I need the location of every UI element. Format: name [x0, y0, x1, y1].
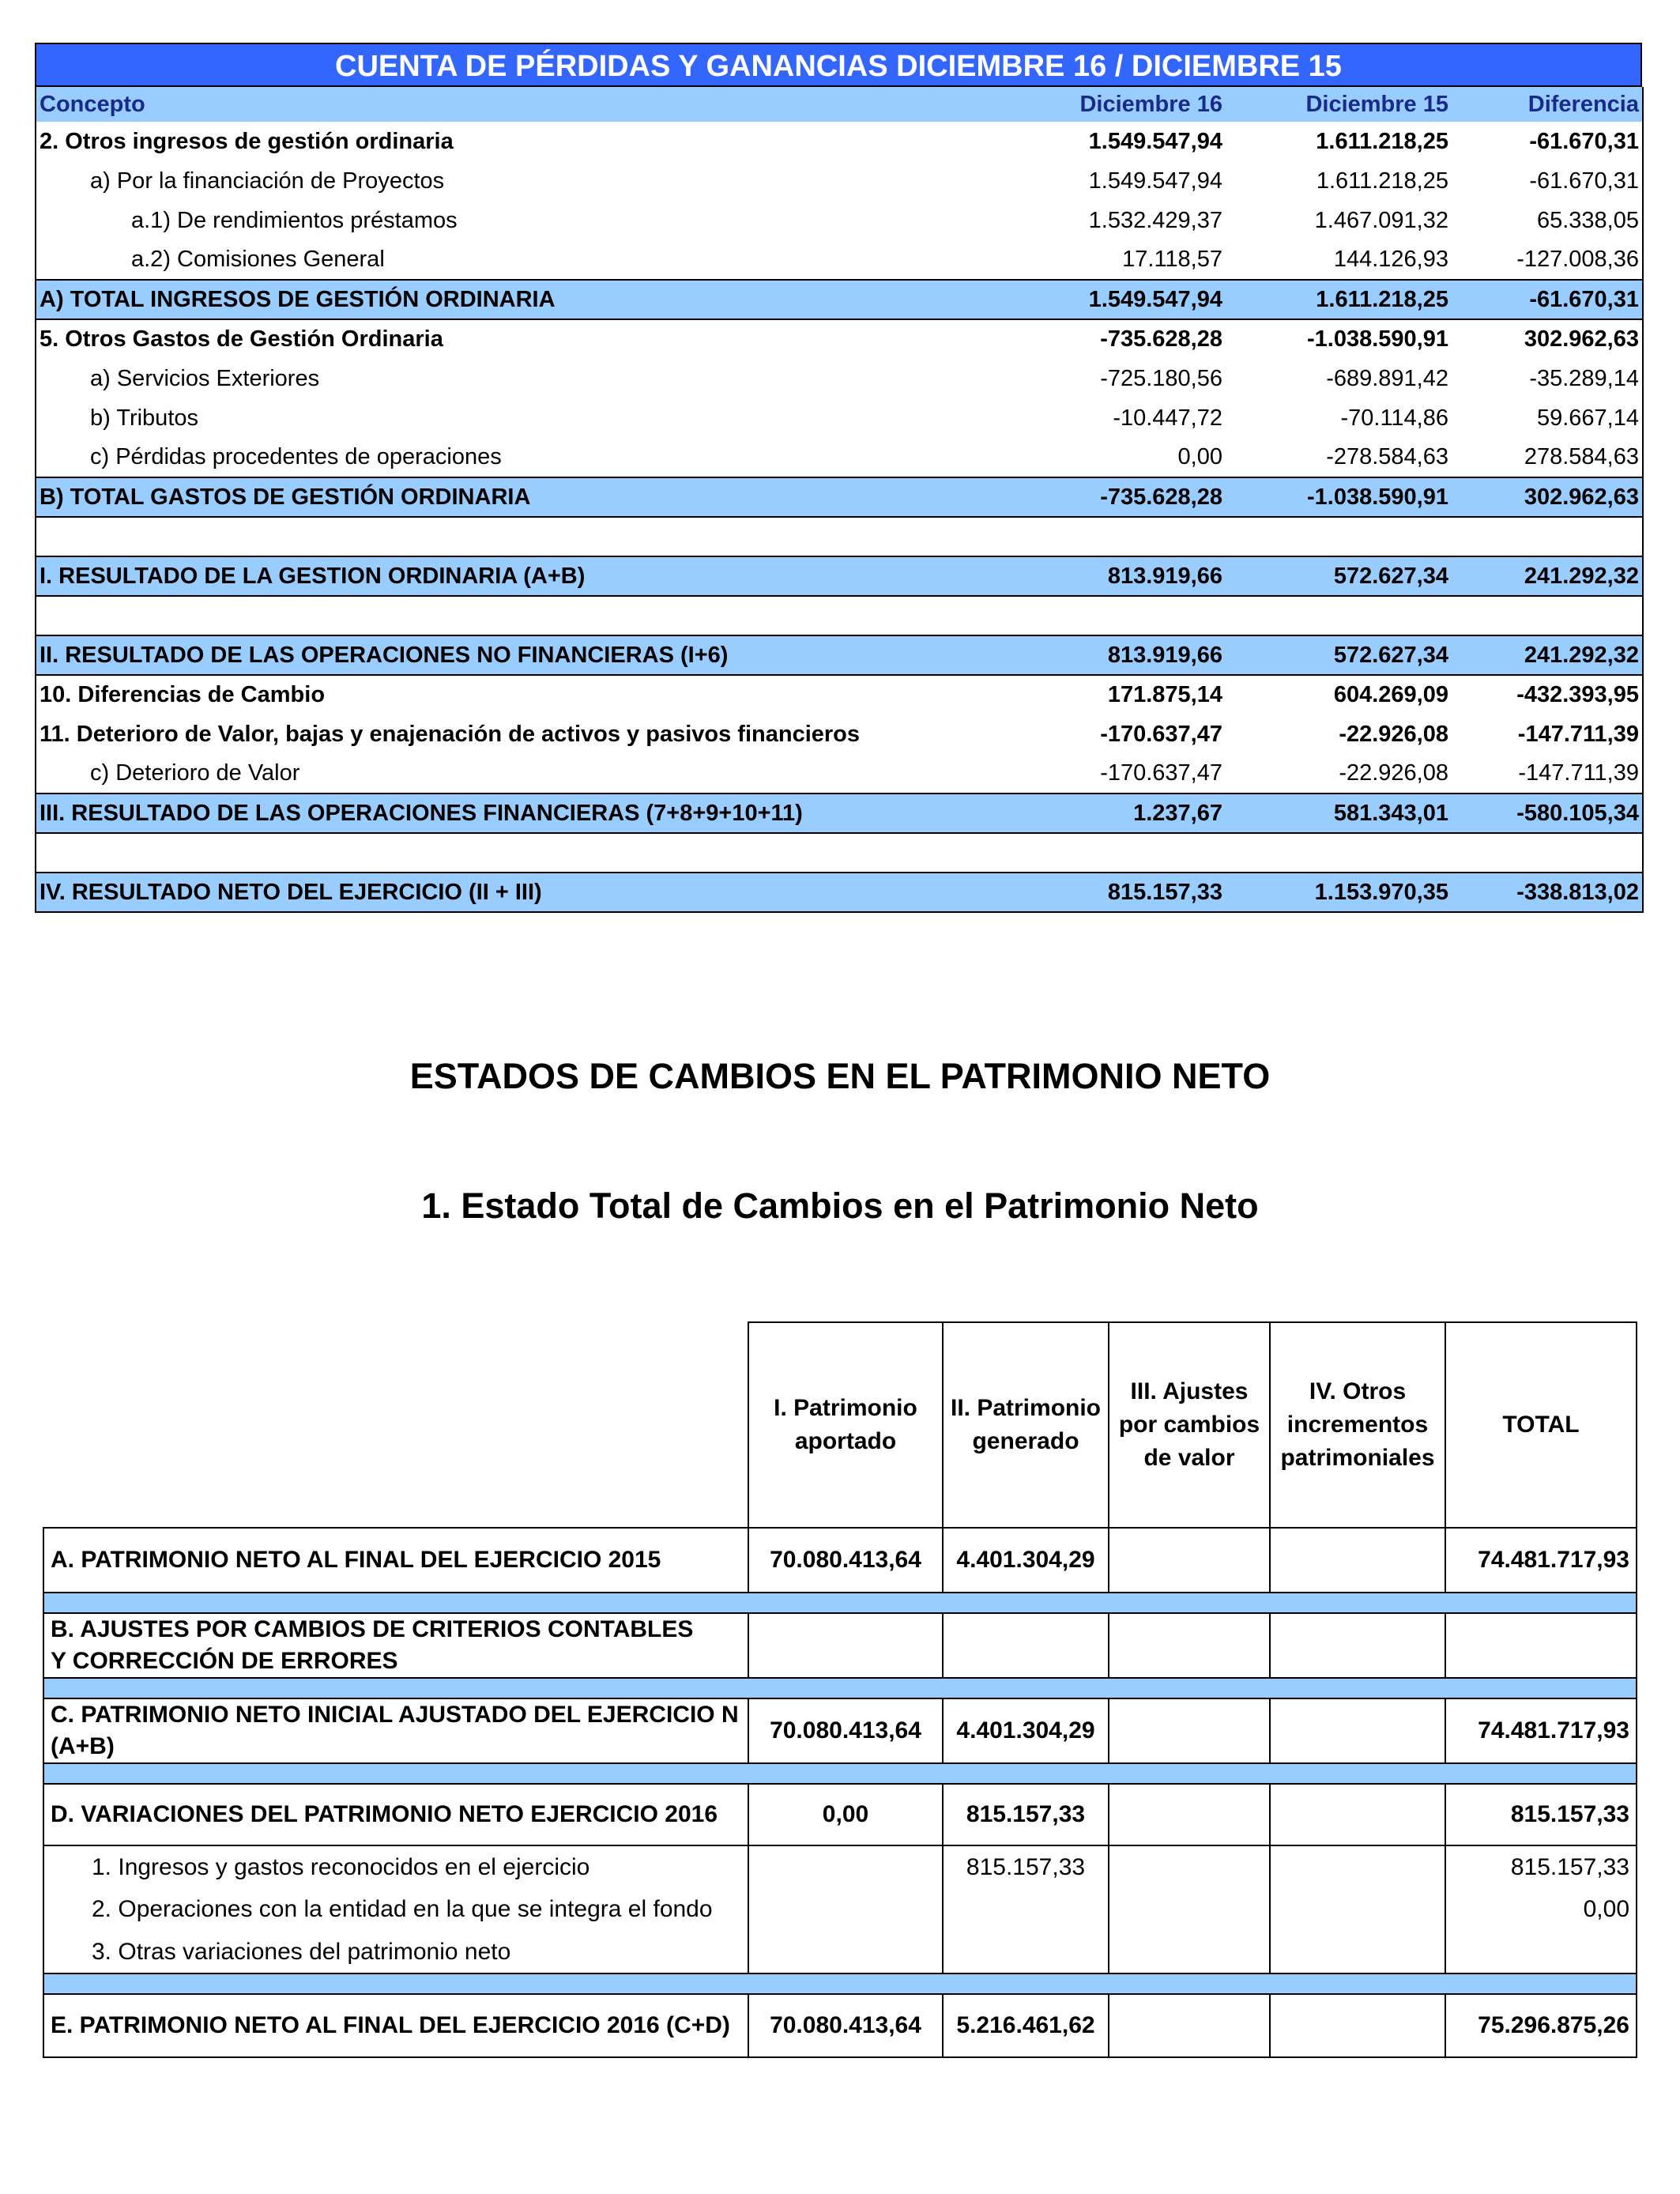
pyg-row	[36, 754, 1643, 794]
pyg-row-d15: -70.114,86	[1340, 405, 1448, 431]
pyg-header-dif: Diferencia	[1452, 87, 1643, 122]
pyg-row-label: 11. Deterioro de Valor, bajas y enajenación de activos y pasivos financieros	[36, 714, 1022, 754]
pyg-row-dif: -147.711,39	[1452, 714, 1643, 754]
pyg-row-d16: 171.875,14	[1107, 682, 1222, 707]
pyg-row-label: II. RESULTADO DE LAS OPERACIONES NO FINANCIERAS (I+6)	[36, 635, 1022, 675]
ecpn-header-otros-incrementos: IV. Otros incrementos patrimoniales	[1270, 1322, 1445, 1528]
pyg-total-row	[36, 635, 1643, 675]
pyg-row-d16: 813.919,66	[1022, 635, 1226, 675]
ecpn-row-label: 3. Otras variaciones del patrimonio neto	[43, 1931, 748, 1973]
pyg-row-d15: -1.038.590,91	[1307, 326, 1448, 352]
pyg-row-dif: -61.670,31	[1452, 122, 1643, 161]
pyg-header-d15: Diciembre 15	[1226, 87, 1452, 122]
pyg-row	[36, 675, 1643, 714]
pyg-total-row	[36, 556, 1643, 596]
ecpn-table	[43, 1321, 1637, 2058]
pyg-row-label: a) Servicios Exteriores	[36, 359, 1022, 398]
ecpn-header-row	[43, 1322, 1637, 1528]
pyg-row-d16: 815.157,33	[1022, 873, 1226, 912]
ecpn-header-patrimonio-generado: II. Patrimonio generado	[943, 1322, 1109, 1528]
pyg-row-label: a.1) De rendimientos préstamos	[36, 201, 1022, 240]
ecpn-row-e	[43, 1994, 1637, 2057]
pyg-row-d16: 0,00	[1177, 444, 1222, 469]
pyg-row-d16: 17.118,57	[1122, 247, 1222, 272]
ecpn-row-c	[43, 1698, 1637, 1763]
pyg-row-dif: 241.292,32	[1452, 556, 1643, 596]
pyg-row-dif: -580.105,34	[1452, 794, 1643, 833]
pyg-row-d15: 1.467.091,32	[1314, 207, 1448, 233]
pyg-row-dif: -147.711,39	[1452, 754, 1643, 794]
ecpn-row-b	[43, 1613, 1637, 1678]
pyg-row	[36, 359, 1643, 398]
pyg-row-label: c) Pérdidas procedentes de operaciones	[36, 438, 1022, 477]
pyg-row-d16: -170.637,47	[1100, 721, 1222, 747]
pyg-row	[36, 319, 1643, 359]
pyg-header-d16: Diciembre 16	[1022, 87, 1226, 122]
pyg-row-d16: 1.549.547,94	[1022, 280, 1226, 319]
pyg-row-d16: -725.180,56	[1100, 365, 1222, 391]
pyg-row	[36, 122, 1643, 161]
ecpn-cell-c2: 5.216.461,62	[943, 1994, 1109, 2057]
pyg-row-d15: 581.343,01	[1226, 794, 1452, 833]
ecpn-cell-total: 74.481.717,93	[1445, 1528, 1637, 1593]
pyg-row-dif: -127.008,36	[1452, 240, 1643, 280]
pyg-row-d15: -1.038.590,91	[1226, 477, 1452, 517]
pyg-row-label: A) TOTAL INGRESOS DE GESTIÓN ORDINARIA	[36, 280, 1022, 319]
pyg-row-label: B) TOTAL GASTOS DE GESTIÓN ORDINARIA	[36, 477, 1022, 517]
ecpn-row-label: A. PATRIMONIO NETO AL FINAL DEL EJERCICIO 2015	[43, 1528, 748, 1593]
ecpn-cell-total: 0,00	[1445, 1888, 1637, 1931]
ecpn-separator	[43, 1678, 1637, 1698]
pyg-row-d15: 1.153.970,35	[1226, 873, 1452, 912]
pyg-table	[35, 87, 1644, 913]
pyg-row-label: I. RESULTADO DE LA GESTION ORDINARIA (A+B)	[36, 556, 1022, 596]
pyg-row-label: 10. Diferencias de Cambio	[36, 675, 1022, 714]
ecpn-cell-total: 74.481.717,93	[1445, 1698, 1637, 1763]
ecpn-table-container	[43, 1321, 1636, 2058]
pyg-row-dif: 302.962,63	[1452, 477, 1643, 517]
pyg-row-d16: -170.637,47	[1100, 760, 1222, 786]
pyg-row-dif: -432.393,95	[1452, 675, 1643, 714]
pyg-row-dif: 278.584,63	[1452, 438, 1643, 477]
pyg-table-container	[35, 43, 1642, 913]
pyg-row-dif: 65.338,05	[1452, 201, 1643, 240]
ecpn-row-label: 2. Operaciones con la entidad en la que se integra el fondo	[43, 1888, 748, 1931]
pyg-row-label: 5. Otros Gastos de Gestión Ordinaria	[36, 319, 1022, 359]
pyg-total-row	[36, 794, 1643, 833]
ecpn-row-d	[43, 1784, 1637, 1845]
pyg-header-row	[36, 87, 1643, 122]
ecpn-separator	[43, 1763, 1637, 1784]
ecpn-row-label: B. AJUSTES POR CAMBIOS DE CRITERIOS CONTABLES Y CORRECCIÓN DE ERRORES	[43, 1613, 748, 1678]
pyg-row-dif: 302.962,63	[1452, 319, 1643, 359]
ecpn-separator	[43, 1973, 1637, 1994]
pyg-header-concepto: Concepto	[36, 87, 1022, 122]
pyg-row	[36, 714, 1643, 754]
ecpn-header-patrimonio-aportado: I. Patrimonio aportado	[748, 1322, 943, 1528]
ecpn-cell-c2: 815.157,33	[943, 1784, 1109, 1845]
ecpn-row-label: 1. Ingresos y gastos reconocidos en el ejercicio	[43, 1845, 748, 1888]
pyg-row-label: 2. Otros ingresos de gestión ordinaria	[36, 122, 1022, 161]
pyg-row-dif: -61.670,31	[1452, 280, 1643, 319]
pyg-row-d16: -735.628,28	[1100, 326, 1222, 352]
ecpn-cell-c1: 0,00	[748, 1784, 943, 1845]
pyg-row	[36, 438, 1643, 477]
ecpn-cell-c2: 4.401.304,29	[943, 1528, 1109, 1593]
ecpn-cell-c1: 70.080.413,64	[748, 1698, 943, 1763]
pyg-total-row	[36, 280, 1643, 319]
pyg-row-d16: 1.532.429,37	[1088, 207, 1222, 233]
ecpn-row-d2	[43, 1888, 1637, 1931]
pyg-spacer-row	[36, 833, 1643, 873]
pyg-row-label: III. RESULTADO DE LAS OPERACIONES FINANCIERAS (7+8+9+10+11)	[36, 794, 1022, 833]
subsection-heading: 1. Estado Total de Cambios en el Patrimonio Neto	[421, 1186, 1259, 1226]
ecpn-row-label: E. PATRIMONIO NETO AL FINAL DEL EJERCICIO 2016 (C+D)	[43, 1994, 748, 2057]
ecpn-cell-total: 815.157,33	[1445, 1784, 1637, 1845]
pyg-row-dif: 241.292,32	[1452, 635, 1643, 675]
ecpn-row-label: C. PATRIMONIO NETO INICIAL AJUSTADO DEL EJERCICIO N (A+B)	[43, 1698, 748, 1763]
pyg-row-label: c) Deterioro de Valor	[36, 754, 1022, 794]
ecpn-row-d1	[43, 1845, 1637, 1888]
pyg-row-d16: -735.628,28	[1022, 477, 1226, 517]
pyg-row-d15: -278.584,63	[1326, 444, 1448, 469]
pyg-row-d15: 572.627,34	[1226, 556, 1452, 596]
pyg-row-d15: 1.611.218,25	[1226, 280, 1452, 319]
pyg-row-d16: 813.919,66	[1022, 556, 1226, 596]
ecpn-row-label: D. VARIACIONES DEL PATRIMONIO NETO EJERCICIO 2016	[43, 1784, 748, 1845]
pyg-row-label: a.2) Comisiones General	[36, 240, 1022, 280]
pyg-row-dif: -338.813,02	[1452, 873, 1643, 912]
pyg-row-d16: -10.447,72	[1113, 405, 1222, 431]
pyg-row-label: a) Por la financiación de Proyectos	[36, 161, 1022, 201]
pyg-row-dif: 59.667,14	[1452, 398, 1643, 438]
pyg-row-d15: 572.627,34	[1226, 635, 1452, 675]
pyg-spacer-row	[36, 517, 1643, 556]
pyg-row-label: IV. RESULTADO NETO DEL EJERCICIO (II + III)	[36, 873, 1022, 912]
ecpn-cell-c1: 70.080.413,64	[748, 1528, 943, 1593]
pyg-row-d15: -22.926,08	[1339, 721, 1448, 747]
ecpn-cell-total: 815.157,33	[1445, 1845, 1637, 1888]
pyg-row-d15: 1.611.218,25	[1316, 128, 1448, 154]
pyg-row-label: b) Tributos	[36, 398, 1022, 438]
pyg-row-d16: 1.237,67	[1022, 794, 1226, 833]
ecpn-cell-c2: 4.401.304,29	[943, 1698, 1109, 1763]
ecpn-row-d3	[43, 1931, 1637, 1973]
pyg-total-row	[36, 873, 1643, 912]
ecpn-row-a	[43, 1528, 1637, 1593]
pyg-row-d15: 1.611.218,25	[1316, 168, 1448, 194]
pyg-row-d15: 144.126,93	[1333, 247, 1448, 272]
pyg-total-row	[36, 477, 1643, 517]
ecpn-header-total: TOTAL	[1445, 1322, 1637, 1528]
pyg-row-dif: -35.289,14	[1452, 359, 1643, 398]
ecpn-cell-c1: 70.080.413,64	[748, 1994, 943, 2057]
ecpn-cell-total: 75.296.875,26	[1445, 1994, 1637, 2057]
pyg-title: CUENTA DE PÉRDIDAS Y GANANCIAS DICIEMBRE 16 / DICIEMBRE 15	[35, 43, 1642, 87]
ecpn-separator	[43, 1593, 1637, 1613]
ecpn-cell-c2: 815.157,33	[943, 1845, 1109, 1888]
pyg-row	[36, 201, 1643, 240]
pyg-row	[36, 398, 1643, 438]
pyg-row-d16: 1.549.547,94	[1088, 128, 1222, 154]
pyg-row-dif: -61.670,31	[1452, 161, 1643, 201]
pyg-row-d15: 604.269,09	[1333, 682, 1448, 707]
section-heading: ESTADOS DE CAMBIOS EN EL PATRIMONIO NETO	[409, 1056, 1271, 1096]
pyg-row	[36, 240, 1643, 280]
ecpn-header-ajustes-valor: III. Ajustes por cambios de valor	[1109, 1322, 1270, 1528]
pyg-row	[36, 161, 1643, 201]
pyg-row-d15: -22.926,08	[1339, 760, 1448, 786]
pyg-row-d15: -689.891,42	[1326, 365, 1448, 391]
pyg-spacer-row	[36, 596, 1643, 635]
pyg-row-d16: 1.549.547,94	[1088, 168, 1222, 194]
